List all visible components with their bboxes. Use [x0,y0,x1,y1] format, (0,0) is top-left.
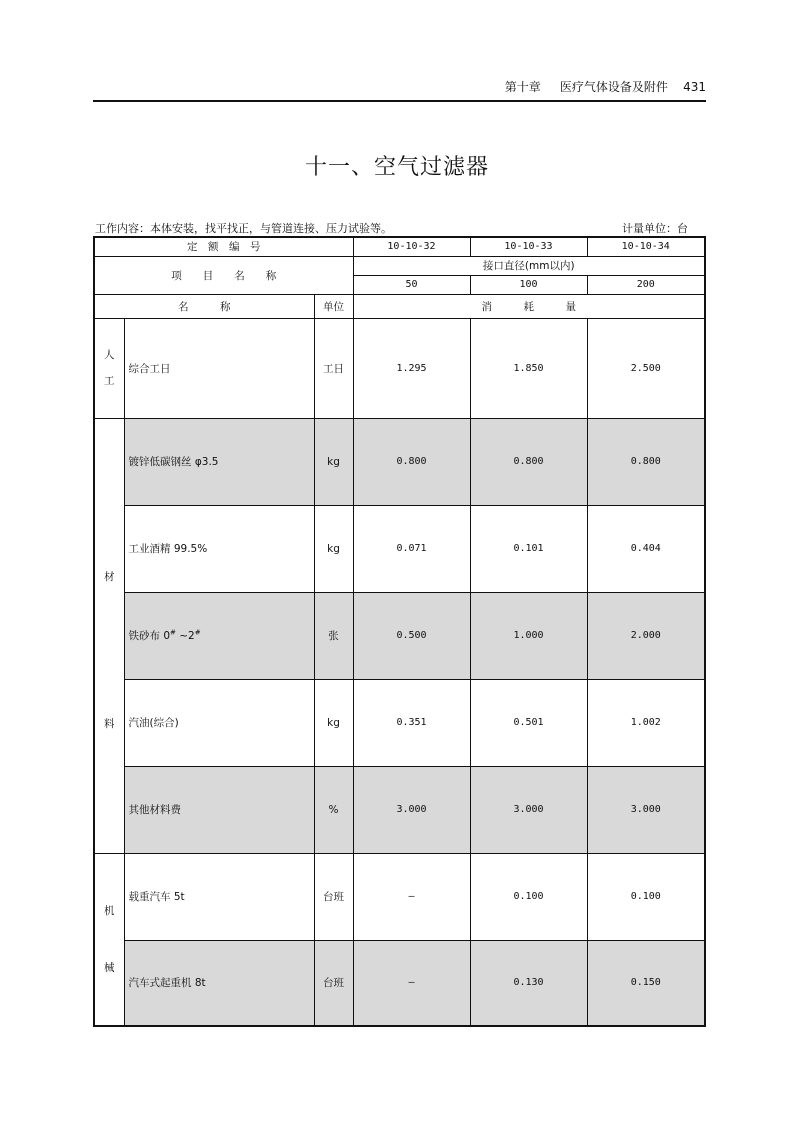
section-label: 医疗气体设备及附件 [559,80,668,94]
table-row [94,766,705,853]
value-cell: 2.500 [587,318,705,418]
value-cell: 1.000 [470,592,587,679]
unit-column-label: 单位 [314,294,353,318]
page-number: 431 [683,80,706,94]
value-cell: 0.404 [587,505,705,592]
row-name: 汽油(综合) [124,679,314,766]
quota-table [93,236,706,1027]
table-row [94,418,705,505]
row-unit: 台班 [314,853,353,940]
diameter-cell: 50 [353,275,470,294]
code-cell: 10-10-34 [587,237,705,256]
table-row [94,318,705,418]
header-rule [93,100,706,102]
value-cell: 0.800 [587,418,705,505]
unit-note: 计量单位：台 [622,222,688,235]
value-cell: 0.150 [587,940,705,1026]
value-cell: 1.850 [470,318,587,418]
work-content: 工作内容：本体安装，找平找正，与管道连接、压力试验等。 [95,222,392,235]
row-name-prefix: 铁砂布 0 [128,630,171,642]
value-cell: 0.071 [353,505,470,592]
value-cell: 0.351 [353,679,470,766]
code-cell: 10-10-33 [470,237,587,256]
name-column-label: 名 称 [94,294,314,318]
sup-mark: # [194,628,201,637]
value-cell: — [353,940,470,1026]
table-row [94,940,705,1026]
value-cell: 1.002 [587,679,705,766]
value-cell: 0.130 [470,940,587,1026]
value-cell: 3.000 [353,766,470,853]
category-material [94,418,124,853]
row-unit: 工日 [314,318,353,418]
category-char: 工 [104,375,115,387]
diameter-cell: 200 [587,275,705,294]
row-name-mid: ~2 [175,630,195,642]
category-machine [94,853,124,1026]
table-row [94,679,705,766]
code-cell: 10-10-32 [353,237,470,256]
category-labor [94,318,124,418]
table-row [94,505,705,592]
row-name: 镀锌低碳钢丝 φ3.5 [124,418,314,505]
row-name: 工业酒精 99.5% [124,505,314,592]
sup-mark: # [170,628,176,637]
value-cell: 0.800 [353,418,470,505]
chapter-label: 第十章 [504,80,541,94]
value-cell: 1.295 [353,318,470,418]
category-char: 材 [104,570,115,583]
value-cell: 0.500 [353,592,470,679]
row-unit: 张 [314,592,353,679]
row-name: 载重汽车 5t [124,853,314,940]
row-name: 汽车式起重机 8t [124,940,314,1026]
category-char: 械 [104,962,115,975]
category-char: 人 [104,349,115,361]
value-cell: 0.100 [470,853,587,940]
value-cell: 0.101 [470,505,587,592]
column-header-row [94,294,705,318]
category-char: 机 [104,905,115,918]
value-cell: 3.000 [587,766,705,853]
page-title: 十一、空气过滤器 [304,155,489,180]
value-cell: — [353,853,470,940]
value-cell: 0.800 [470,418,587,505]
row-unit: kg [314,505,353,592]
row-name: 综合工日 [124,318,314,418]
quota-code-row [94,237,705,256]
diameter-header-row [94,256,705,275]
table-row [94,853,705,940]
consumption-label: 消 耗 量 [353,294,705,318]
quota-code-label: 定 额 编 号 [94,237,353,256]
value-cell: 0.501 [470,679,587,766]
row-name: 其他材料费 [124,766,314,853]
diameter-label: 接口直径(mm以内) [353,256,705,275]
diameter-cell: 100 [470,275,587,294]
table-row [94,592,705,679]
item-name-label: 项 目 名 称 [94,256,353,294]
value-cell: 3.000 [470,766,587,853]
row-unit: 台班 [314,940,353,1026]
row-unit: % [314,766,353,853]
row-unit: kg [314,679,353,766]
value-cell: 2.000 [587,592,705,679]
page-header [93,78,706,95]
value-cell: 0.100 [587,853,705,940]
row-unit: kg [314,418,353,505]
row-name [124,592,314,679]
category-char: 料 [104,717,115,730]
